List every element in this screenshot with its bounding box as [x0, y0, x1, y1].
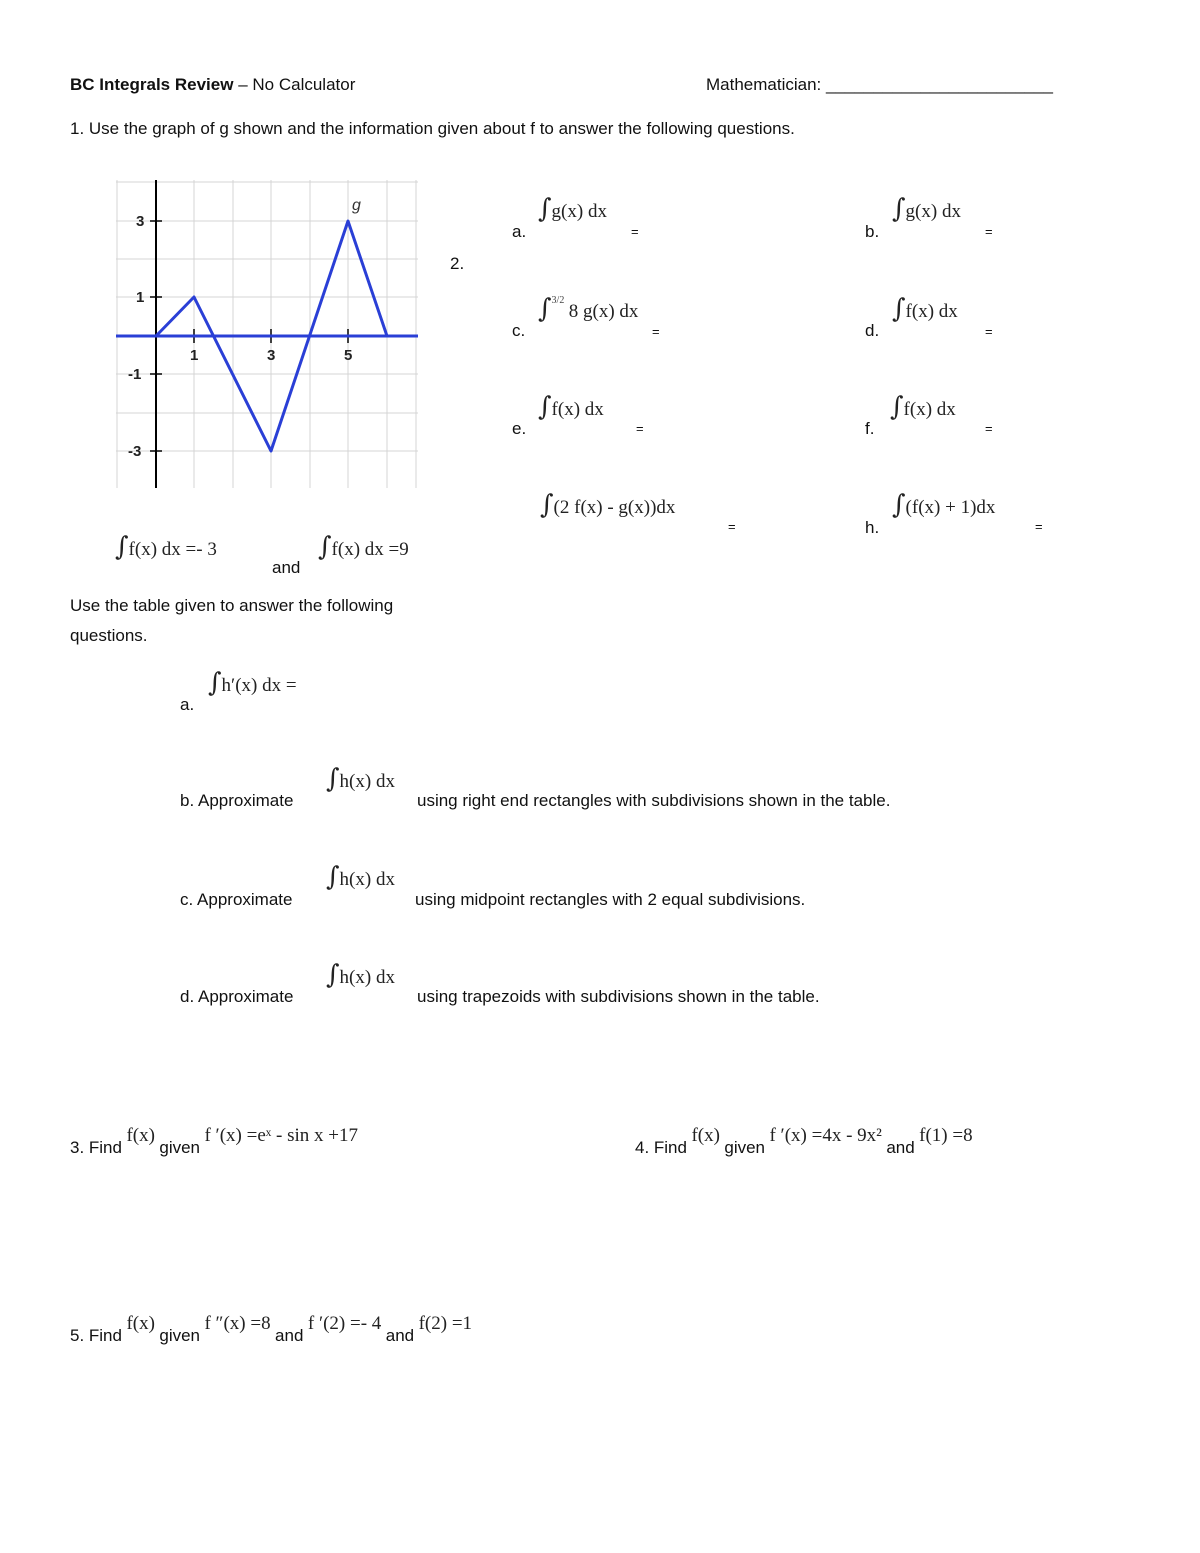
- integral-sign: ∫: [538, 294, 552, 324]
- q2-part-a-label: a.: [180, 695, 195, 714]
- part-h-label: h.: [865, 518, 880, 537]
- x-tick-label: 3: [267, 347, 276, 364]
- given-f-2-expr: f(x) dx =9: [331, 539, 409, 560]
- question-5-second-derivative: f ″(x) =8: [204, 1313, 271, 1334]
- graph-of-g: [116, 180, 418, 488]
- part-g-integral: ∫(2 f(x) - g(x))dx: [540, 490, 676, 520]
- part-c-label: c.: [512, 321, 526, 340]
- title-dash: –: [238, 75, 248, 94]
- q2-part-c: c. Approximate: [180, 890, 293, 909]
- integral-sign: ∫: [115, 532, 129, 562]
- integral-sign: ∫: [538, 392, 552, 422]
- part-g-equals: =: [728, 519, 736, 534]
- integral-sign: ∫: [540, 490, 554, 520]
- part-c-equals: =: [652, 324, 660, 339]
- given-f-1: [115, 532, 217, 562]
- part-c-integral: ∫$^{3/2}$ 8 g(x) dx: [538, 294, 639, 324]
- question-4-condition: f(1) =8: [919, 1125, 973, 1146]
- part-e-equals: =: [636, 421, 644, 436]
- part-c-upper-limit: 3/2: [551, 295, 565, 306]
- given-and: and: [272, 558, 301, 577]
- given-f-1-expr: f(x) dx =- 3: [128, 539, 217, 560]
- q2-part-b-integral: ∫h(x) dx: [326, 764, 395, 794]
- question-5-first-derivative: f ′(2) =- 4: [307, 1313, 382, 1334]
- part-e-integral: ∫f(x) dx: [538, 392, 604, 422]
- q2-part-c-method: using midpoint rectangles with 2 equal subdivisions.: [415, 890, 806, 909]
- q2-part-d-method: using trapezoids with subdivisions shown in the table.: [417, 987, 820, 1006]
- y-tick-label: -3: [128, 443, 142, 460]
- integral-sign: ∫: [326, 960, 340, 990]
- y-tick-label: 3: [136, 213, 145, 230]
- x-tick-label: 5: [344, 347, 353, 364]
- part-a-label: a.: [512, 222, 527, 241]
- question-5: 5. Find f(x) given f ″(x) =8 and f ′(2) =- 4 and f(2) =1: [70, 1313, 473, 1345]
- part-a-integral: ∫g(x) dx: [538, 194, 607, 224]
- part-d-label: d.: [865, 321, 880, 340]
- mathematician-name-line[interactable]: Mathematician: ________________________: [706, 75, 1053, 94]
- part-h-equals: =: [1035, 519, 1043, 534]
- part-f-integral: ∫f(x) dx: [890, 392, 956, 422]
- x-tick-label: 1: [190, 347, 199, 364]
- question-5-initial-value: f(2) =1: [418, 1313, 473, 1334]
- part-b-equals: =: [985, 224, 993, 239]
- header: [70, 75, 355, 95]
- question-3-derivative: f ′(x) =eˣ - sin x +17: [204, 1125, 358, 1146]
- integral-sign: ∫: [326, 764, 340, 794]
- integral-sign: ∫: [318, 532, 332, 562]
- q2-part-d: d. Approximate: [180, 987, 294, 1006]
- question-3: 3. Find f(x) given f ′(x) =eˣ - sin x +17: [70, 1125, 358, 1157]
- question-4: 4. Find f(x) given f ′(x) =4x - 9x² and f(1) =8: [635, 1125, 973, 1157]
- given-f-2: [318, 532, 409, 562]
- integral-sign: ∫: [892, 294, 906, 324]
- integral-sign: ∫: [892, 490, 906, 520]
- worksheet-title: BC Integrals Review: [70, 75, 234, 94]
- integral-sign: ∫: [890, 392, 904, 422]
- part-b-label: b.: [865, 222, 880, 241]
- q2-part-b-method: using right end rectangles with subdivisions shown in the table.: [417, 791, 891, 810]
- worksheet-subtitle: No Calculator: [252, 75, 356, 94]
- part-f-equals: =: [985, 421, 993, 436]
- y-tick-label: -1: [128, 366, 142, 383]
- integral-sign: ∫: [892, 194, 906, 224]
- q2-part-d-integral: ∫h(x) dx: [326, 960, 395, 990]
- curve-label-g: g: [352, 197, 361, 214]
- table-question-prompt: Use the table given to answer the following questions.: [70, 596, 394, 645]
- part-d-equals: =: [985, 324, 993, 339]
- part-b-integral: ∫g(x) dx: [892, 194, 961, 224]
- integral-sign: ∫: [538, 194, 552, 224]
- integral-sign: ∫: [208, 668, 222, 698]
- q2-part-c-integral: ∫h(x) dx: [326, 862, 395, 892]
- q2-part-b: b. Approximate: [180, 791, 294, 810]
- part-a-equals: =: [631, 224, 639, 239]
- question-2-number: 2.: [450, 254, 465, 273]
- part-f-label: f.: [865, 419, 875, 438]
- y-tick-label: 1: [136, 289, 145, 306]
- question-1-prompt: 1. Use the graph of g shown and the information given about f to answer the following questions.: [70, 119, 795, 138]
- q2-part-a-integral: ∫h′(x) dx =: [208, 668, 297, 698]
- part-e-label: e.: [512, 419, 527, 438]
- part-h-integral: ∫(f(x) + 1)dx: [892, 490, 996, 520]
- part-d-integral: ∫f(x) dx: [892, 294, 958, 324]
- integral-sign: ∫: [326, 862, 340, 892]
- question-4-derivative: f ′(x) =4x - 9x²: [769, 1125, 882, 1146]
